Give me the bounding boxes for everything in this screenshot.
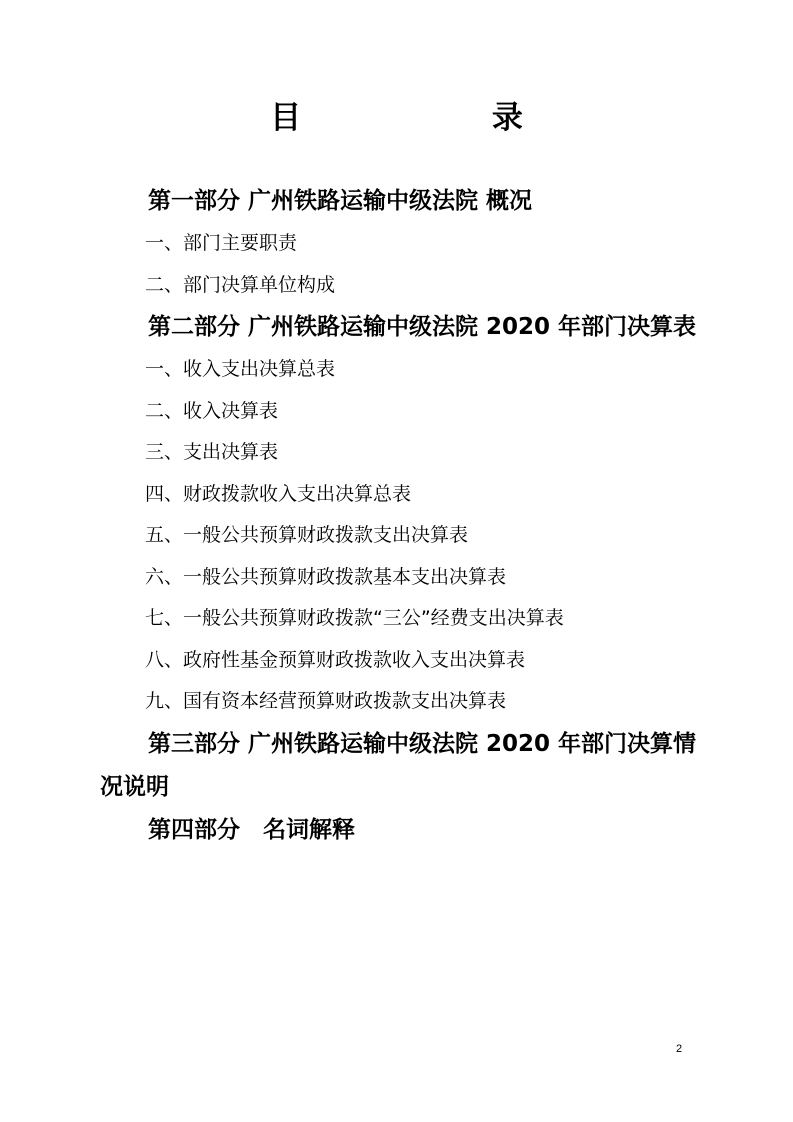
toc-item: 五、一般公共预算财政拨款支出决算表 — [145, 524, 469, 546]
page-number: 2 — [676, 1043, 683, 1055]
toc-item: 一、部门主要职责 — [145, 232, 298, 254]
toc-item: 六、一般公共预算财政拨款基本支出决算表 — [145, 565, 507, 588]
toc-part-3: 第三部分 广州铁路运输中级法院 2020 年部门决算情况说明 — [100, 730, 697, 800]
toc-item: 一、收入支出决算总表 — [145, 358, 336, 380]
toc-item: 九、国有资本经营预算财政拨款支出决算表 — [145, 690, 507, 712]
toc-part-2: 第二部分 广州铁路运输中级法院 2020 年部门决算表 — [148, 314, 697, 340]
toc-item: 四、财政拨款收入支出决算总表 — [145, 482, 412, 505]
toc-part-4: 第四部分 名词解释 — [148, 816, 355, 843]
toc-item: 二、部门决算单位构成 — [145, 273, 336, 296]
toc-item: 二、收入决算表 — [145, 399, 279, 422]
table-of-contents — [100, 180, 700, 852]
toc-part-1: 第一部分 广州铁路运输中级法院 概况 — [148, 188, 533, 214]
toc-item: 三、支出决算表 — [145, 441, 279, 463]
toc-item: 八、政府性基金预算财政拨款收入支出决算表 — [145, 648, 526, 671]
toc-item: 七、一般公共预算财政拨款“三公”经费支出决算表 — [145, 607, 564, 629]
toc-title: 目 录 — [270, 100, 613, 136]
